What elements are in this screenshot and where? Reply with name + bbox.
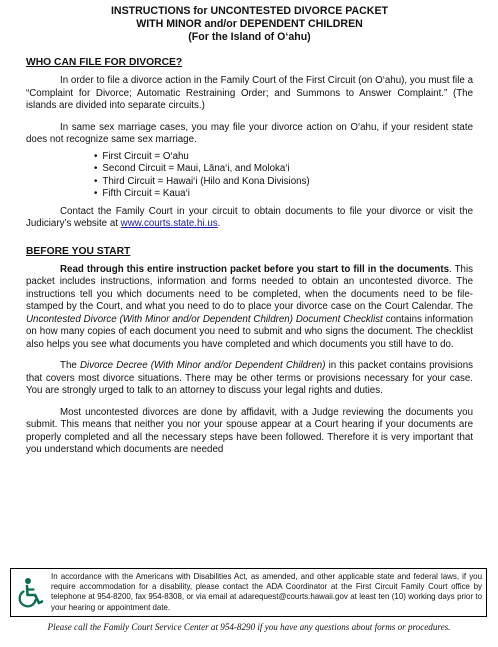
ada-notice-box xyxy=(10,568,487,617)
header-line-1: INSTRUCTIONS for UNCONTESTED DIVORCE PACKET xyxy=(110,5,388,17)
divorce-decree-title: Divorce Decree (With Minor and/or Dependent Children) xyxy=(79,360,326,371)
judiciary-website-link[interactable]: www.courts.state.hi.us xyxy=(120,218,218,229)
header-line-3: (For the Island of O‘ahu) xyxy=(188,31,311,43)
contact-text: Contact the Family Court in your circuit to obtain documents to file your divorce or visit the Judiciary’s website at xyxy=(26,205,473,229)
contact-text-end: . xyxy=(217,218,221,229)
circuit-list-item: • Second Circuit = Maui, Lāna‘i, and Moloka‘i xyxy=(94,163,473,176)
header-line-2: WITH MINOR and/or DEPENDENT CHILDREN xyxy=(136,18,363,30)
before-you-start-paragraph-1 xyxy=(26,264,473,352)
who-can-file-paragraph-2: In same sex marriage cases, you may file your divorce action on O‘ahu, if your resident state does not recognize same sex marriage. xyxy=(26,121,473,145)
circuit-list xyxy=(94,151,473,201)
who-can-file-paragraph-3 xyxy=(26,206,473,231)
circuit-list-item: • First Circuit = O‘ahu xyxy=(94,151,473,164)
footer-note: Please call the Family Court Service Center at 954-8290 if you have any questions about forms or procedures. xyxy=(47,622,451,632)
wheelchair-icon xyxy=(15,577,45,609)
packet-description-text: . This packet includes instructions, information and forms needed to obtain an uncontested divorce. The instructions tell you which documents need to be completed, when the documents need to be file-stamped by the Court, and what you need to do to place your divorce case on the Court Calendar. The xyxy=(26,263,473,312)
checklist-description-text: contains information on how many copies of each document you need to submit and who signs the document. The checklist also helps you see what documents you have completed and which documents you still have to do. xyxy=(26,313,474,350)
circuit-list-item: • Third Circuit = Hawai‘i (Hilo and Kona Divisions) xyxy=(94,176,473,189)
section-title-before-you-start: BEFORE YOU START xyxy=(26,245,131,257)
before-you-start-paragraph-2 xyxy=(26,360,473,398)
decree-description-text: in this packet contains provisions that covers most divorce situations. There may be other terms or provisions necessary for your case. You are strongly urged to talk to an attorney to discuss your legal rights and duties. xyxy=(26,360,474,396)
document-header xyxy=(26,5,473,44)
checklist-title: Uncontested Divorce (With Minor and/or Dependent Children) Document Checklist xyxy=(26,313,383,325)
ada-notice-text: In accordance with the Americans with Disabilities Act, as amended, and other applicable state and federal laws, if you require accommodation for a disability, please contact the ADA Coordinator at the First Circuit Family Court office by telephone at 954-8200, fax 954-8308, or via email at adarequest@courts.hawaii.gov at least ten (10) working days prior to your hearing or appointment date. xyxy=(51,572,482,612)
before-you-start-paragraph-3: Most uncontested divorces are done by affidavit, with a Judge reviewing the documents you submit. This means that neither you nor your spouse appear at a Court hearing if your documents are properly completed and all the necessary steps have been followed. Therefore it is very important that you understand which documents are needed xyxy=(26,406,473,455)
circuit-list-item: • Fifth Circuit = Kaua‘i xyxy=(94,188,473,201)
read-instructions-emphasis: Read through this entire instruction packet before you start to fill in the documents xyxy=(60,263,450,275)
who-can-file-paragraph-1: In order to file a divorce action in the Family Court of the First Circuit (on O‘ahu), you must file a “Complaint for Divorce; Automatic Restraining Order; and Summons to Answer Complaint.” (The islands are divided into separate circuits.) xyxy=(26,75,473,111)
decree-intro-text: The xyxy=(60,360,80,371)
section-title-who-can-file: WHO CAN FILE FOR DIVORCE? xyxy=(26,57,183,68)
document-page xyxy=(26,5,473,466)
